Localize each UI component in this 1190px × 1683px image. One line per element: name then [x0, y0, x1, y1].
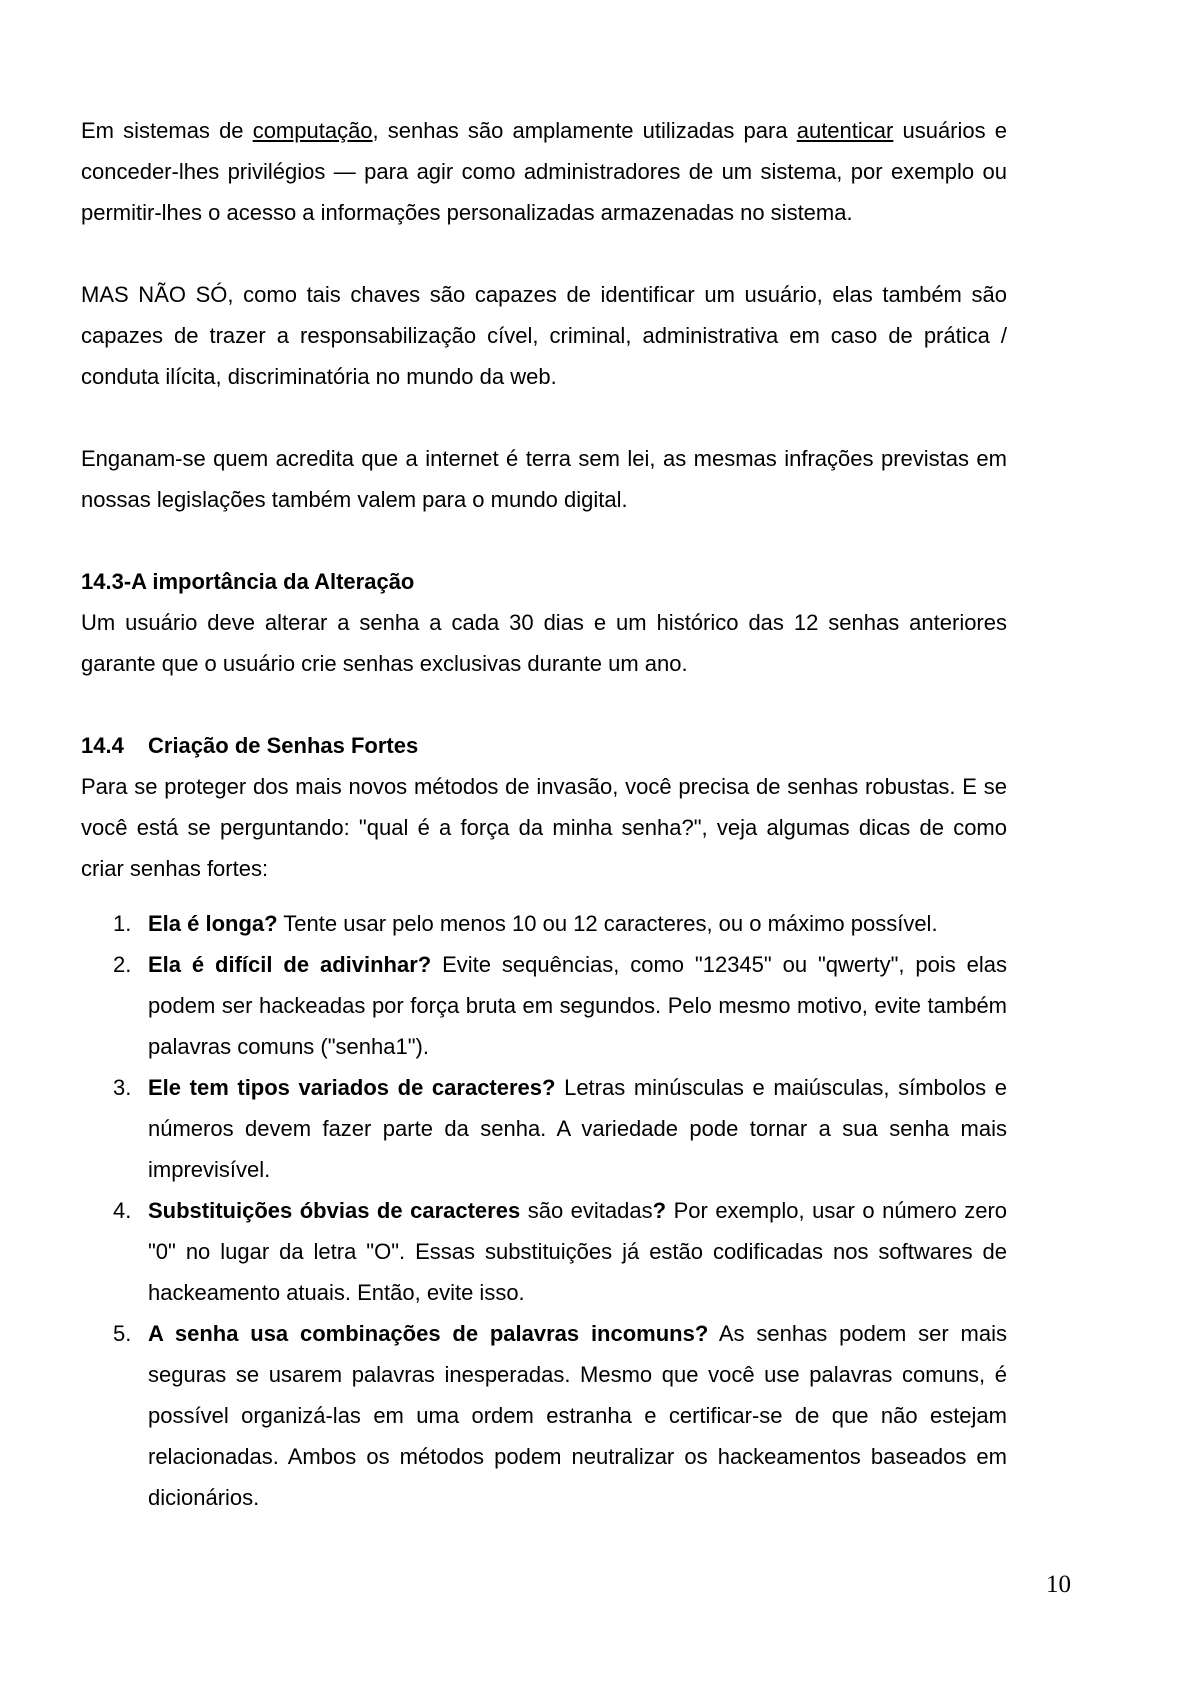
list-item [81, 1313, 1007, 1518]
list-item [81, 944, 1007, 1067]
list-item-text: Evite sequências, como "12345" ou "qwerty", pois elas podem ser hackeadas por força bruta em segundos. Pelo mesmo motivo, evite também palavras comuns ("senha1"). [148, 952, 1008, 1059]
heading-14-4-title: Criação de Senhas Fortes [148, 733, 419, 758]
list-item [81, 1190, 1007, 1313]
paragraph-1-text: usuários e conceder-lhes privilégios — para agir como administradores de um sistema, por exemplo ou permitir-lhes o acesso a informações personalizadas armazenadas no sistema. [81, 118, 1008, 225]
list-item-text: são evitadas [520, 1198, 653, 1223]
paragraph-3: Enganam-se quem acredita que a internet é terra sem lei, as mesmas infrações previstas em nossas legislações também valem para o mundo digital. [81, 446, 1007, 512]
link-computacao[interactable]: computação [252, 118, 373, 143]
list-item-bold-lead: Substituições óbvias de caracteres [148, 1198, 521, 1223]
list-item [81, 903, 1007, 944]
list-item [81, 1067, 1007, 1190]
paragraph-1 [81, 110, 1007, 233]
list-item-text: Tente usar pelo menos 10 ou 12 caracteres, ou o máximo possível. [277, 911, 938, 936]
list-item-bold-question-mark: ? [652, 1198, 667, 1223]
paragraph-1-text: Em sistemas de [81, 118, 253, 143]
list-item-text: Por exemplo, usar o número zero "0" no lugar da letra "O". Essas substituições já estão codificadas nos softwares de hackeamento atuais. Então, evite isso. [148, 1198, 1008, 1305]
list-item-bold-lead: Ela é difícil de adivinhar? [148, 952, 432, 977]
link-autenticar[interactable]: autenticar [796, 118, 894, 143]
paragraph-1-text: , senhas são amplamente utilizadas para [372, 118, 797, 143]
list-item-number: 5. [113, 1321, 132, 1346]
heading-14-4 [81, 725, 1007, 766]
list-item-bold-lead: A senha usa combinações de palavras incomuns? [148, 1321, 709, 1346]
page-number: 10 [1046, 1571, 1071, 1598]
list-item-text: Letras minúsculas e maiúsculas, símbolos e números devem fazer parte da senha. A variedade pode tornar a sua senha mais imprevisível. [148, 1075, 1007, 1182]
heading-14-4-number: 14.4 [81, 733, 124, 758]
password-tips-list [81, 903, 1007, 1518]
heading-14-3: 14.3-A importância da Alteração [81, 569, 415, 594]
list-item-number: 3. [113, 1075, 132, 1100]
list-item-number: 1. [113, 911, 132, 936]
list-item-text: As senhas podem ser mais seguras se usarem palavras inesperadas. Mesmo que você use palavras comuns, é possível organizá-las em uma ordem estranha e certificar-se de que não estejam relacionadas. Ambos os métodos podem neutralizar os hackeamentos baseados em dicionários. [148, 1321, 1007, 1510]
list-item-bold-lead: Ela é longa? [148, 911, 278, 936]
page-content [81, 110, 1007, 1518]
paragraph-2: MAS NÃO SÓ, como tais chaves são capazes de identificar um usuário, elas também são capazes de trazer a responsabilização cível, criminal, administrativa em caso de prática / conduta ilícita, discriminatória no mundo da web. [81, 282, 1007, 389]
paragraph-5: Para se proteger dos mais novos métodos de invasão, você precisa de senhas robustas. E se você está se perguntando: "qual é a força da minha senha?", veja algumas dicas de como criar senhas fortes: [81, 774, 1007, 881]
list-item-bold-lead: Ele tem tipos variados de caracteres? [148, 1075, 556, 1100]
list-item-number: 4. [113, 1198, 132, 1223]
paragraph-4: Um usuário deve alterar a senha a cada 30 dias e um histórico das 12 senhas anteriores garante que o usuário crie senhas exclusivas durante um ano. [81, 610, 1007, 676]
list-item-number: 2. [113, 952, 132, 977]
